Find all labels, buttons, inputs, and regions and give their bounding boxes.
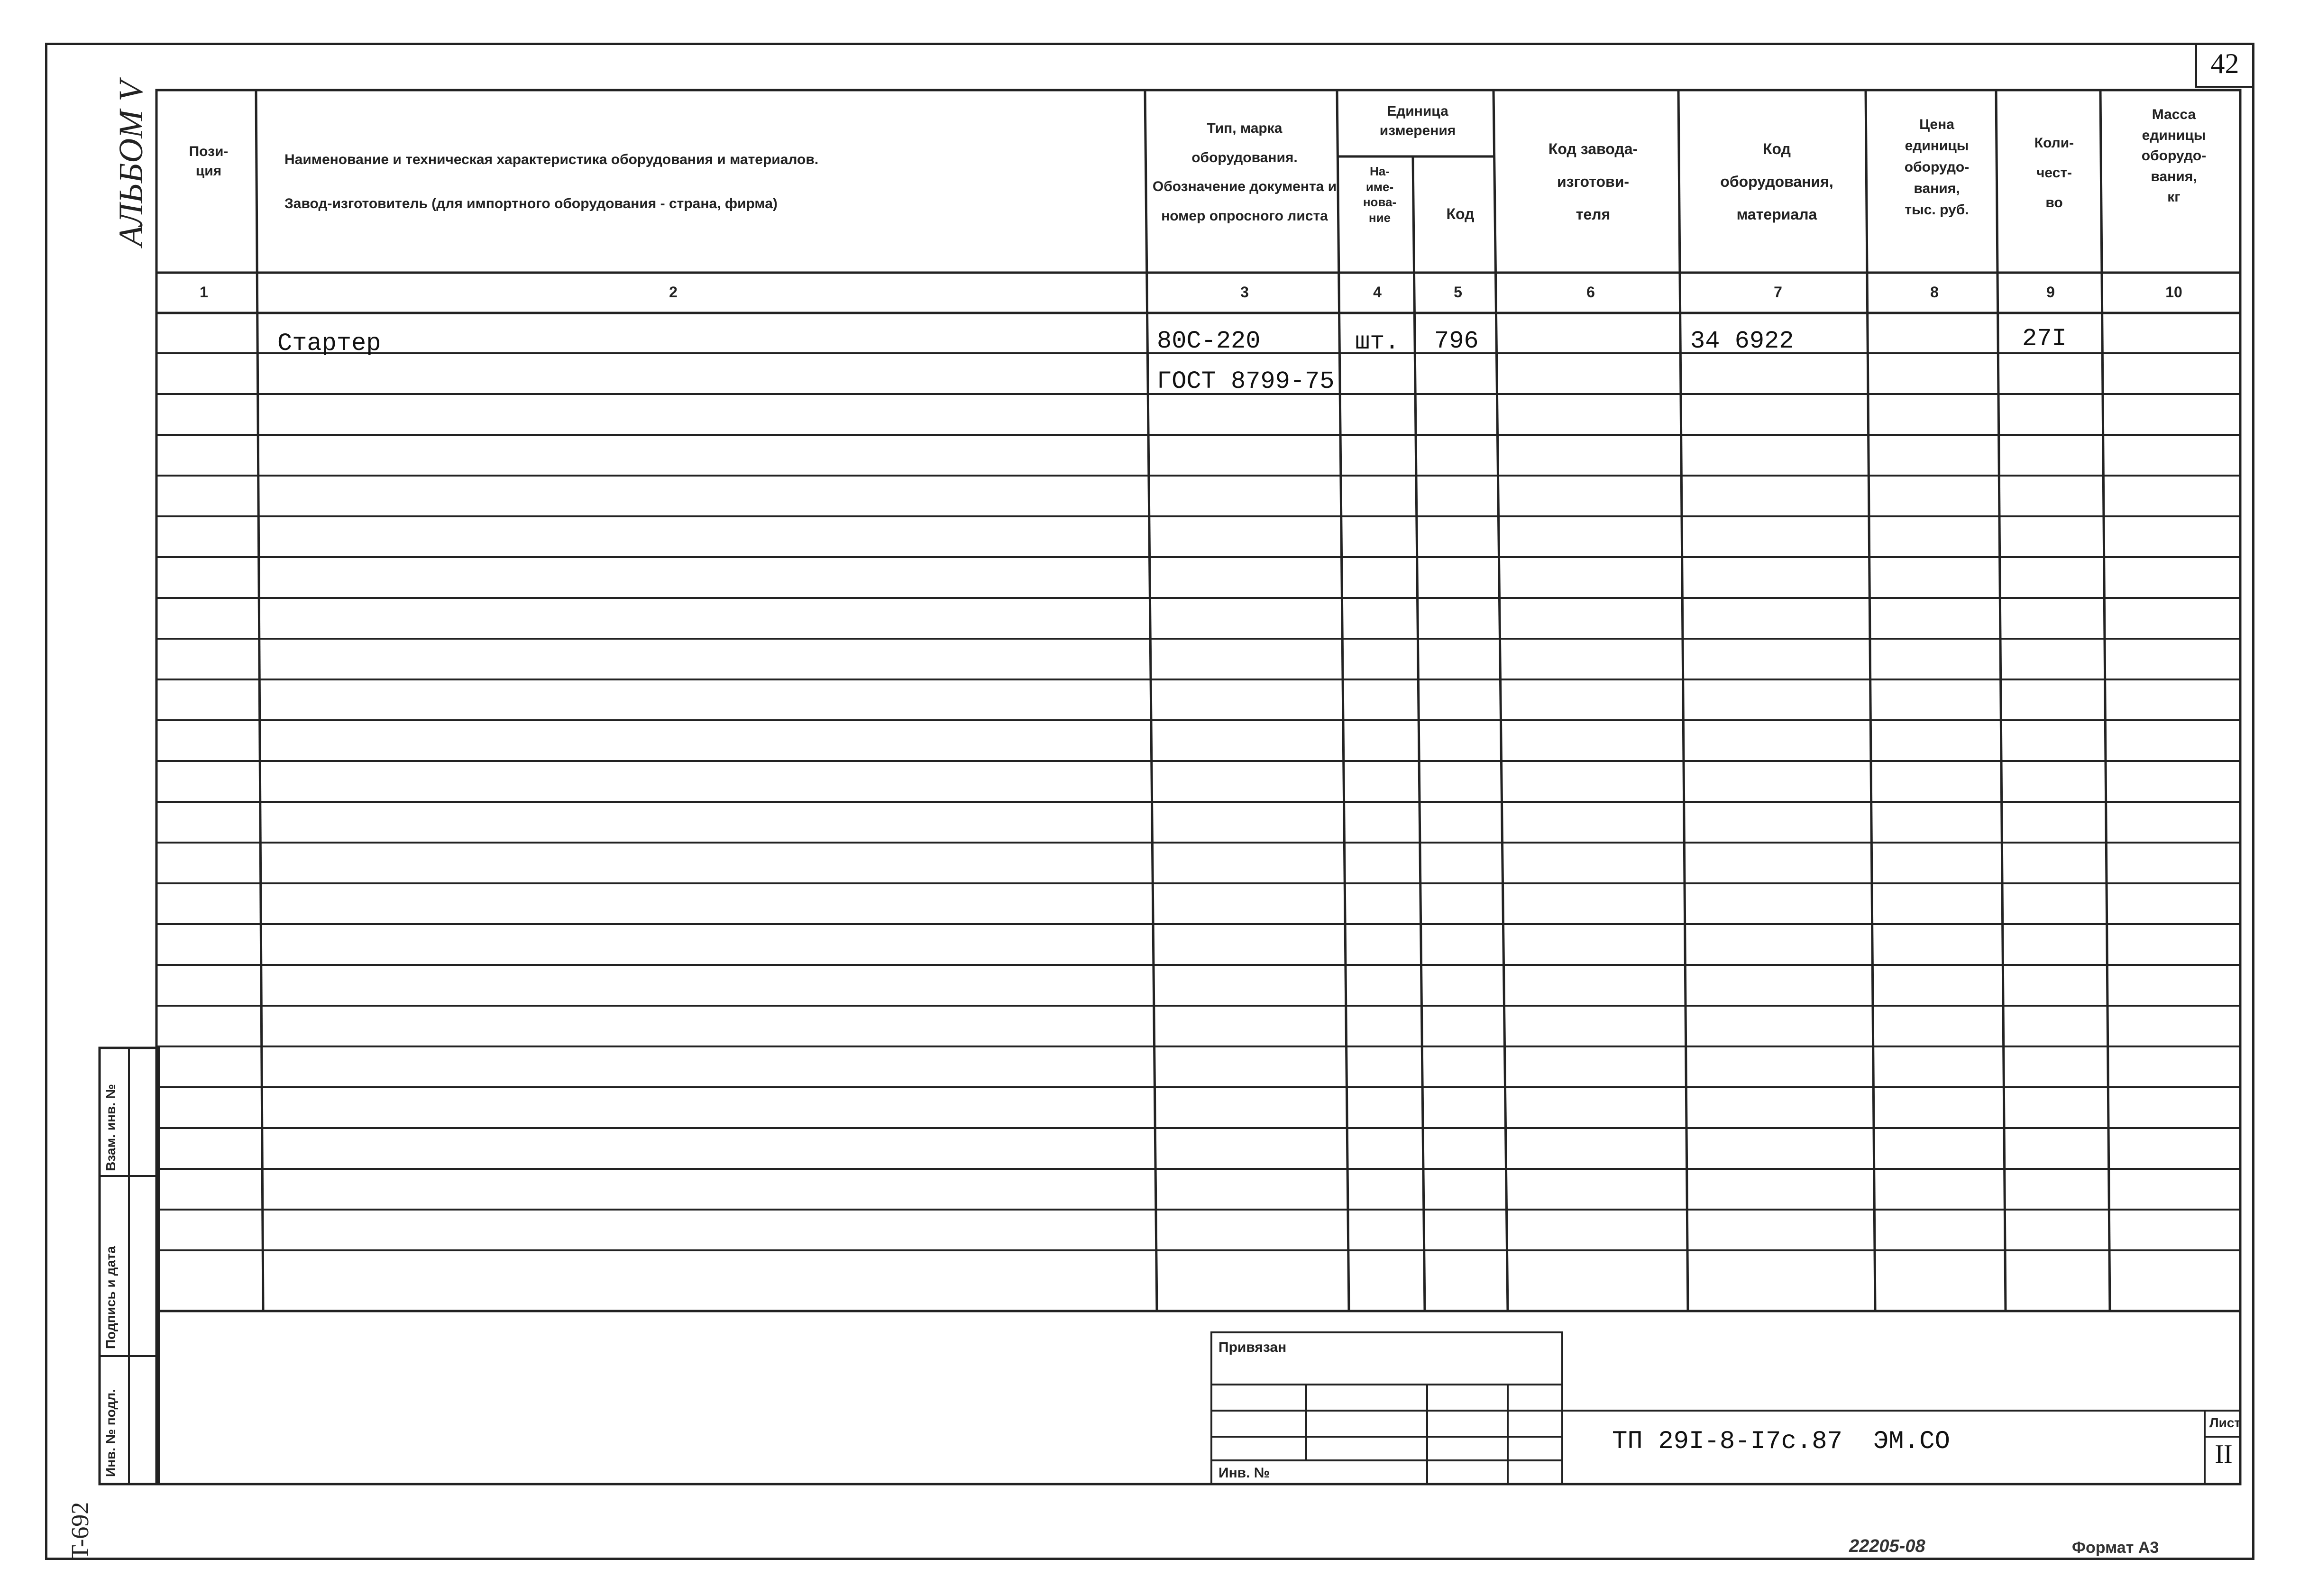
column-number: 4	[1373, 284, 1382, 301]
side-stamp-sign-label: Подпись и дата	[103, 1246, 118, 1349]
row1-unit-code: 796	[1434, 327, 1479, 355]
sheet-number: II	[2215, 1440, 2233, 1469]
column-number: 8	[1930, 284, 1939, 301]
column-number: 9	[2046, 284, 2055, 301]
header-price: Цена единицы оборудо- вания, тыс. руб.	[1904, 117, 1970, 218]
column-number: 6	[1586, 284, 1595, 301]
row1-equipment-code: 34 6922	[1690, 327, 1794, 355]
column-number: 3	[1240, 284, 1249, 301]
column-number: 1	[200, 284, 208, 301]
header-unit-group: Единица измерения	[1379, 103, 1456, 138]
inventory-number: T-692	[67, 1502, 94, 1560]
row1-name: Стартер	[277, 330, 381, 358]
header-factory-code: Код завода- изготови- теля	[1548, 140, 1638, 223]
page-number: 42	[2210, 48, 2239, 79]
bottom-code: 22205-08	[1849, 1536, 1925, 1556]
header-equipment-code: Код оборудования, материала	[1720, 140, 1833, 223]
bound-label: Привязан	[1219, 1339, 1287, 1355]
column-number: 7	[1774, 284, 1782, 301]
row1-type: 80С-220	[1157, 327, 1261, 355]
column-number: 10	[2165, 284, 2182, 301]
row1-unit: шт.	[1355, 328, 1400, 356]
header-unit-name: На- име- нова- ние	[1363, 164, 1397, 225]
header-position: Пози- ция	[189, 144, 229, 179]
row2-type: ГОСТ 8799-75	[1157, 367, 1335, 395]
inv-label: Инв. №	[1219, 1465, 1270, 1481]
album-label: АЛЬБОМ V	[112, 80, 150, 247]
header-name: Наименование и техническая характеристика оборудования и материалов. Завод-изготовитель (для импортного оборудования - страна, фирма)	[284, 152, 819, 211]
format-label: Формат А3	[2072, 1539, 2159, 1557]
sheet-label: Лист	[2209, 1415, 2241, 1430]
side-stamp-inv-label: Инв. № подл.	[103, 1389, 118, 1477]
header-quantity: Коли- чест- во	[2034, 135, 2074, 211]
header-unit-code: Код	[1446, 205, 1475, 222]
header-mass: Масса единицы оборудо- вания, кг	[2141, 107, 2207, 205]
side-stamp-replace-label: Взам. инв. №	[103, 1084, 118, 1171]
column-number: 2	[669, 284, 678, 301]
document-code: ТП 29I-8-I7с.87 ЭМ.СО	[1612, 1427, 1950, 1456]
header-type: Тип, марка оборудования. Обозначение документа и номер опросного листа	[1152, 120, 1337, 224]
column-number: 5	[1454, 284, 1462, 301]
row1-quantity: 27I	[2022, 325, 2067, 353]
